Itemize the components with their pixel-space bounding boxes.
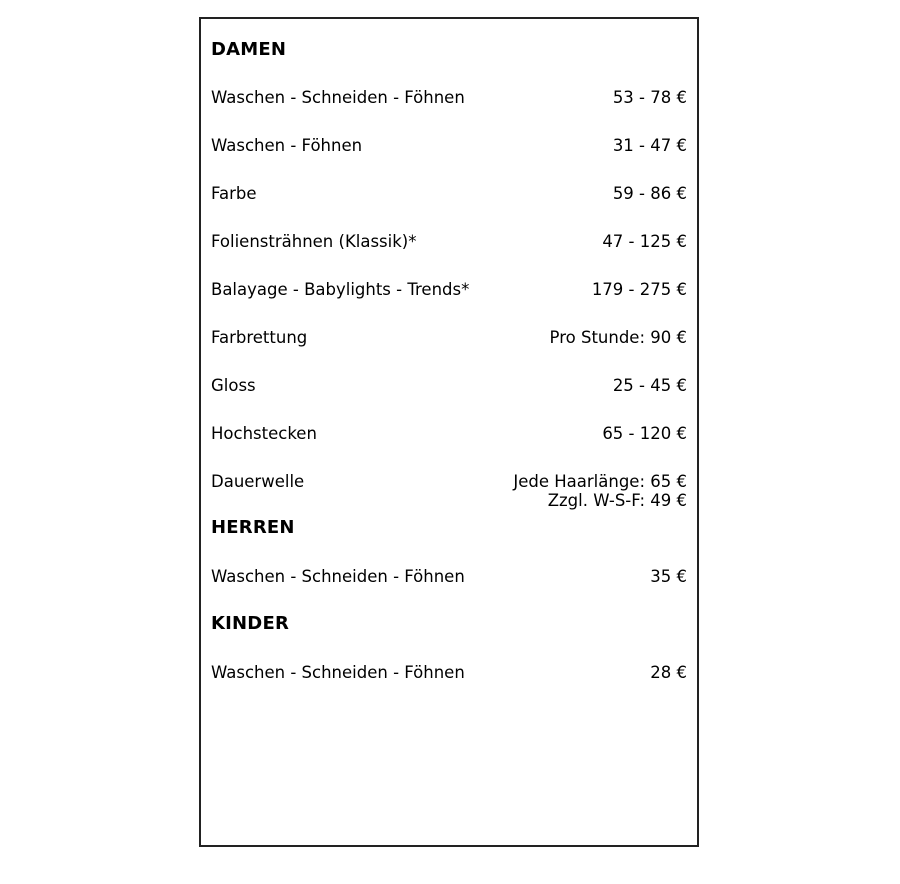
service-price: 53 - 78 € [612, 88, 687, 107]
service-name: Farbe [211, 184, 257, 203]
service-name: Waschen - Schneiden - Föhnen [211, 663, 465, 682]
service-price: 179 - 275 € [591, 280, 687, 299]
service-name: Waschen - Schneiden - Föhnen [211, 88, 465, 107]
service-name: Hochstecken [211, 424, 317, 443]
service-name: Waschen - Schneiden - Föhnen [211, 567, 465, 586]
service-name: Waschen - Föhnen [211, 136, 363, 155]
service-price: 47 - 125 € [602, 232, 687, 251]
service-price: 25 - 45 € [612, 376, 687, 395]
service-price: 59 - 86 € [612, 184, 687, 203]
price-list-card [199, 17, 699, 847]
service-name: Gloss [211, 376, 256, 395]
service-price: 65 - 120 € [602, 424, 687, 443]
service-price: Pro Stunde: 90 € [549, 328, 687, 347]
service-name: Farbrettung [211, 328, 308, 347]
service-name: Dauerwelle [211, 472, 305, 491]
service-price-block [513, 472, 687, 510]
section-title-kinder: KINDER [211, 613, 290, 634]
service-price-extra: Zzgl. W-S-F: 49 € [547, 491, 687, 510]
service-price: 31 - 47 € [612, 136, 687, 155]
service-name: Foliensträhnen (Klassik)* [211, 232, 417, 251]
service-name: Balayage - Babylights - Trends* [211, 280, 470, 299]
section-title-herren: HERREN [211, 517, 295, 538]
service-price: Jede Haarlänge: 65 € [513, 472, 687, 491]
section-title-damen: DAMEN [211, 39, 287, 60]
service-price: 28 € [650, 663, 687, 682]
service-price: 35 € [650, 567, 687, 586]
